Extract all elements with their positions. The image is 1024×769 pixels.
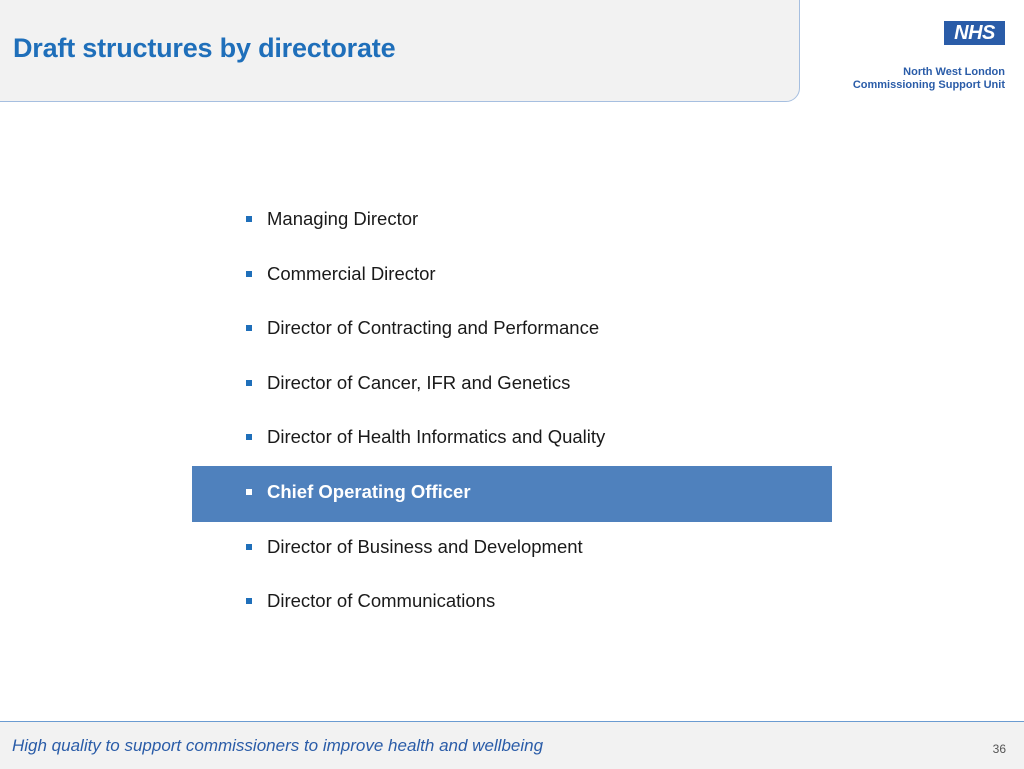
bullet-icon: [246, 434, 252, 440]
list-item: [192, 302, 832, 358]
list-item-label: Commercial Director: [267, 263, 436, 284]
nhs-logo: NHS: [944, 21, 1005, 45]
org-name-line1: North West London: [903, 66, 1005, 78]
list-item-label: Director of Business and Development: [267, 536, 583, 557]
list-item-label: Managing Director: [267, 208, 419, 229]
list-item: [192, 357, 832, 413]
list-item-label: Chief Operating Officer: [267, 481, 471, 502]
bullet-icon: [246, 598, 252, 604]
list-item: [192, 248, 832, 304]
bullet-icon: [246, 271, 252, 277]
list-item: [192, 411, 832, 467]
org-name-line2: Commissioning Support Unit: [852, 79, 1005, 91]
footer: [0, 721, 1024, 769]
page-title: Draft structures by directorate: [13, 33, 396, 63]
list-item-label: Director of Cancer, IFR and Genetics: [267, 372, 571, 393]
footer-tagline: High quality to support commissioners to improve health and wellbeing: [12, 736, 544, 755]
list-item: [192, 575, 832, 631]
bullet-icon: [246, 544, 252, 550]
list-item-label: Director of Communications: [267, 590, 496, 611]
bullet-icon: [246, 325, 252, 331]
bullet-icon: [246, 380, 252, 386]
list-item: [192, 521, 832, 577]
list-item-label: Director of Contracting and Performance: [267, 317, 600, 338]
list-item-highlighted: [192, 466, 832, 522]
list-item: [192, 193, 832, 249]
bullet-icon: [246, 489, 252, 495]
bullet-icon: [246, 216, 252, 222]
page-number: 36: [992, 742, 1006, 756]
list-item-label: Director of Health Informatics and Quality: [267, 426, 606, 447]
